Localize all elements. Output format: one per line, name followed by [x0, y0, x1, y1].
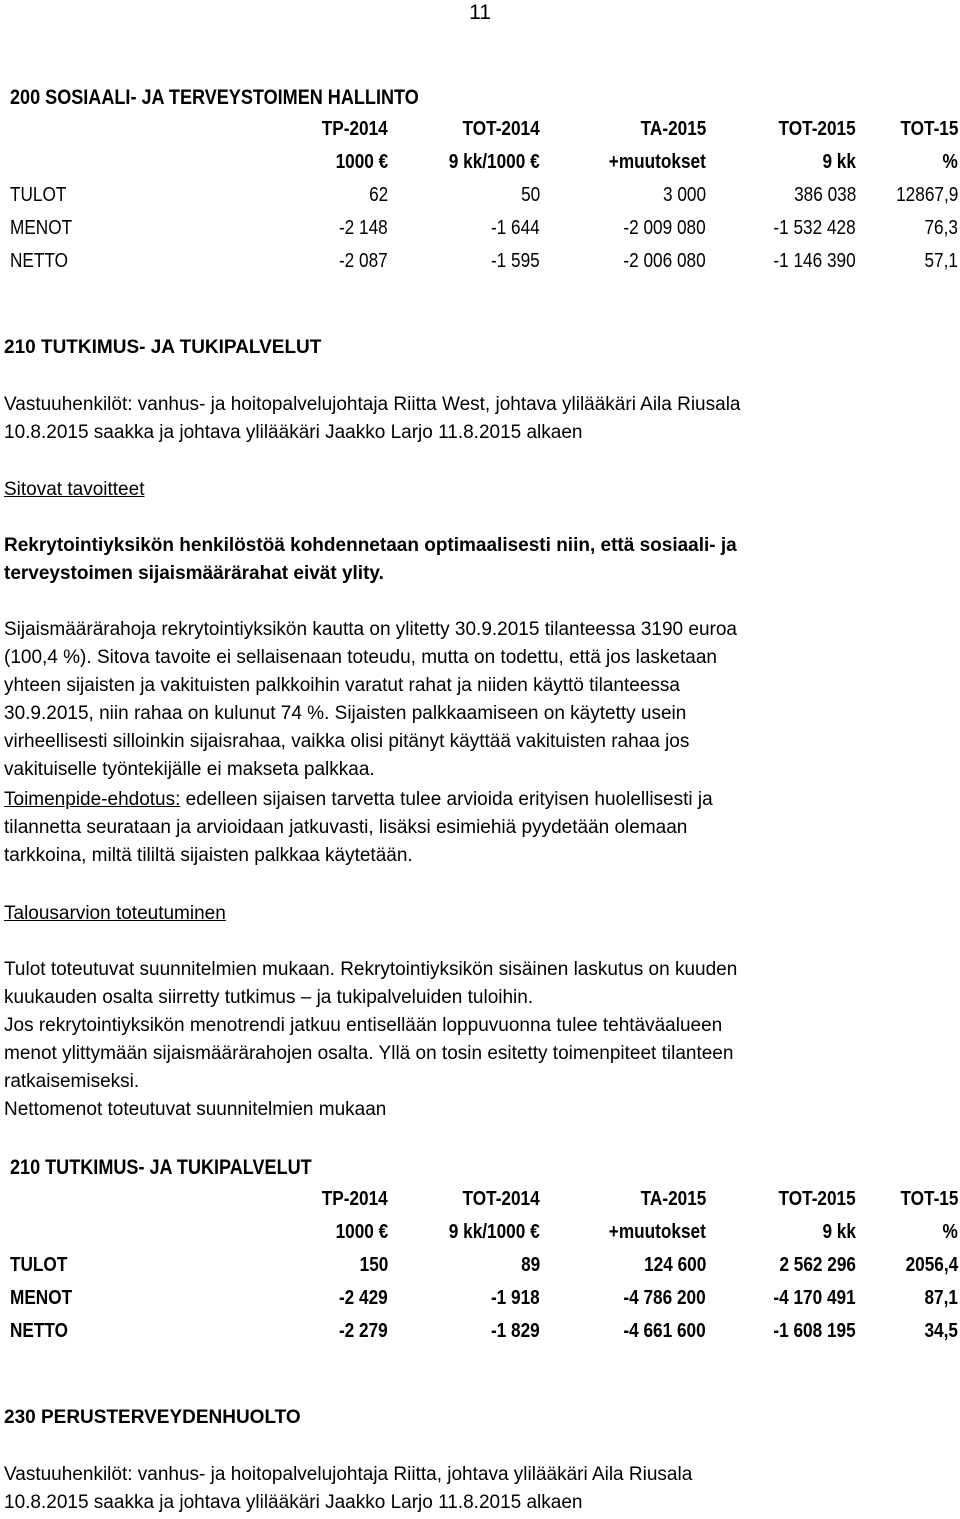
table-cell: -4 661 600 — [623, 1320, 706, 1342]
header-cell: TP-2014 — [322, 118, 388, 140]
budget-line: ratkaisemiseksi. — [4, 1071, 140, 1092]
header-cell: +muutokset — [608, 1221, 706, 1243]
row-label: MENOT — [10, 217, 73, 239]
header-cell: TOT-2014 — [462, 1188, 540, 1210]
status-line: 30.9.2015, niin rahaa on kulunut 74 %. Sijaisten palkkaamiseen on käytetty usein — [4, 703, 687, 724]
table-cell: 12867,9 — [895, 184, 958, 206]
header-cell: TOT-2015 — [778, 1188, 856, 1210]
table-cell: -2 148 — [339, 217, 388, 239]
header-cell: 9 kk/1000 € — [449, 151, 540, 173]
table-cell: 62 — [368, 184, 388, 206]
header-cell: 9 kk/1000 € — [449, 1221, 540, 1243]
table-cell: -2 429 — [339, 1287, 388, 1309]
section-200-title: 200 SOSIAALI- JA TERVEYSTOIMEN HALLINTO — [10, 86, 419, 109]
table-header-row — [10, 146, 960, 179]
status-line: (100,4 %). Sitova tavoite ei sellaisenaan toteudu, mutta on todettu, että jos lasketaan — [4, 647, 717, 668]
table-header-row — [10, 1183, 960, 1216]
table-cell: -2 087 — [339, 250, 388, 272]
header-cell: TA-2015 — [640, 118, 706, 140]
table-cell: 50 — [520, 184, 540, 206]
table-cell: -1 146 390 — [773, 250, 856, 272]
header-cell: % — [942, 151, 958, 173]
section-230-title: 230 PERUSTERVEYDENHUOLTO — [4, 1407, 301, 1428]
table-cell: -1 644 — [491, 217, 540, 239]
header-cell: TOT-15 — [900, 1188, 958, 1210]
responsible-line: Vastuuhenkilöt: vanhus- ja hoitopalvelujohtaja Riitta West, johtava ylilääkäri Aila Riusala — [4, 394, 741, 415]
table-cell: -4 170 491 — [773, 1287, 856, 1309]
table-cell: 150 — [359, 1254, 388, 1276]
header-cell: 1000 € — [335, 151, 388, 173]
budget-line: Tulot toteutuvat suunnitelmien mukaan. Rekrytointiyksikön sisäinen laskutus on kuuden — [4, 959, 738, 980]
budget-heading: Talousarvion toteutuminen — [4, 903, 226, 924]
table-cell: 89 — [520, 1254, 540, 1276]
table-row — [10, 1315, 960, 1348]
table-cell: 3 000 — [662, 184, 706, 206]
responsible-line: Vastuuhenkilöt: vanhus- ja hoitopalvelujohtaja Riitta, johtava ylilääkäri Aila Riusala — [4, 1464, 693, 1485]
table-row — [10, 1282, 960, 1315]
table-cell: -2 279 — [339, 1320, 388, 1342]
section-210-table-title: 210 TUTKIMUS- JA TUKIPALVELUT — [10, 1156, 312, 1179]
status-line: vakituiselle työntekijälle ei makseta palkkaa. — [4, 759, 375, 780]
table-cell: -2 009 080 — [623, 217, 706, 239]
table-cell: 2056,4 — [905, 1254, 958, 1276]
table-cell: 386 038 — [793, 184, 856, 206]
table-cell: -1 608 195 — [773, 1320, 856, 1342]
table-cell: 76,3 — [924, 217, 958, 239]
status-line: Sijaismäärärahoja rekrytointiyksikön kautta on ylitetty 30.9.2015 tilanteessa 3190 euroa — [4, 619, 737, 640]
row-label: TULOT — [10, 1254, 68, 1276]
row-label: NETTO — [10, 250, 68, 272]
table-cell: 34,5 — [924, 1320, 958, 1342]
status-line: yhteen sijaisten ja vakituisten palkkoihin varatut rahat ja niiden käyttö tilanteessa — [4, 675, 680, 696]
responsible-line: 10.8.2015 saakka ja johtava ylilääkäri Jaakko Larjo 11.8.2015 alkaen — [4, 422, 583, 443]
budget-line: Jos rekrytointiyksikön menotrendi jatkuu entisellään loppuvuonna tulee tehtäväalueen — [4, 1015, 723, 1036]
page-number: 11 — [469, 1, 491, 24]
section-200-finance-table — [10, 113, 960, 278]
row-label: NETTO — [10, 1320, 68, 1342]
header-cell: TOT-2015 — [778, 118, 856, 140]
goals-heading: Sitovat tavoitteet — [4, 479, 145, 500]
header-cell: % — [942, 1221, 958, 1243]
header-cell: 9 kk — [822, 1221, 856, 1243]
header-cell: +muutokset — [608, 151, 706, 173]
table-cell: 124 600 — [643, 1254, 706, 1276]
table-cell: -2 006 080 — [623, 250, 706, 272]
table-cell: -1 532 428 — [773, 217, 856, 239]
budget-line: kuukauden osalta siirretty tutkimus – ja tukipalveluiden tuloihin. — [4, 987, 534, 1008]
header-cell: 9 kk — [822, 151, 856, 173]
table-row — [10, 1249, 960, 1282]
budget-line: Nettomenot toteutuvat suunnitelmien mukaan — [4, 1099, 387, 1120]
proposal-line: tilannetta seurataan ja arvioidaan jatkuvasti, lisäksi esimiehiä pyydetään olemaan — [4, 817, 688, 838]
table-row — [10, 179, 960, 212]
section-210-finance-table — [10, 1183, 960, 1348]
table-cell: 87,1 — [924, 1287, 958, 1309]
header-cell: TA-2015 — [640, 1188, 706, 1210]
table-header-row — [10, 1216, 960, 1249]
table-row — [10, 245, 960, 278]
row-label: TULOT — [10, 184, 67, 206]
table-cell: -1 829 — [491, 1320, 540, 1342]
row-label: MENOT — [10, 1287, 73, 1309]
table-row — [10, 212, 960, 245]
table-cell: -1 595 — [491, 250, 540, 272]
proposal-line: Toimenpide-ehdotus: edelleen sijaisen tarvetta tulee arvioida erityisen huolellisesti ja — [4, 789, 713, 810]
budget-line: menot ylittymään sijaismäärärahojen osalta. Yllä on tosin esitetty toimenpiteet tilanteen — [4, 1043, 734, 1064]
table-cell: -4 786 200 — [623, 1287, 706, 1309]
table-header-row — [10, 113, 960, 146]
header-cell: TOT-15 — [900, 118, 958, 140]
status-line: virheellisesti silloinkin sijaisrahaa, vaikka olisi pitänyt käyttää vakituisten rahaa jos — [4, 731, 690, 752]
table-cell: 2 562 296 — [779, 1254, 856, 1276]
table-cell: 57,1 — [924, 250, 958, 272]
header-cell: 1000 € — [335, 1221, 388, 1243]
goal-line: Rekrytointiyksikön henkilöstöä kohdennetaan optimaalisesti niin, että sosiaali- ja — [4, 535, 737, 556]
header-cell: TOT-2014 — [462, 118, 540, 140]
proposal-label: Toimenpide-ehdotus: — [4, 789, 181, 810]
goal-line: terveystoimen sijaismäärärahat eivät ylity. — [4, 563, 384, 584]
table-cell: -1 918 — [491, 1287, 540, 1309]
responsible-line: 10.8.2015 saakka ja johtava ylilääkäri Jaakko Larjo 11.8.2015 alkaen — [4, 1492, 583, 1513]
header-cell: TP-2014 — [322, 1188, 388, 1210]
section-210-title: 210 TUTKIMUS- JA TUKIPALVELUT — [4, 337, 322, 358]
proposal-line: tarkkoina, miltä tililtä sijaisten palkkaa käytetään. — [4, 845, 413, 866]
